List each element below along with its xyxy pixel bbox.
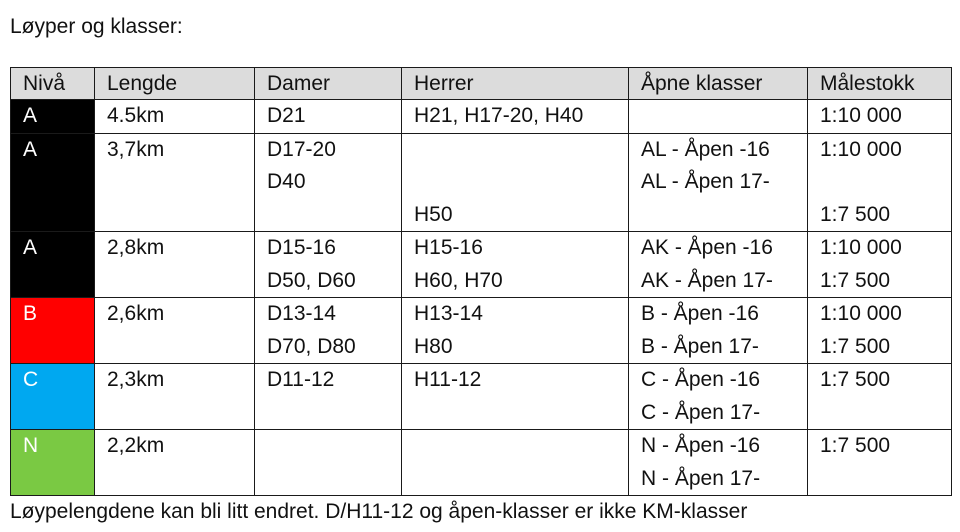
open-class-cell-line: AK - Åpen 17- bbox=[641, 268, 773, 292]
open-class-cell-line bbox=[641, 100, 807, 133]
scale-cell-line: 1:7 500 bbox=[820, 334, 891, 358]
open-class-cell-line: B - Åpen 17- bbox=[641, 334, 759, 358]
scale-cell bbox=[808, 364, 952, 430]
men-cell bbox=[402, 430, 629, 496]
men-cell bbox=[402, 364, 629, 430]
scale-cell bbox=[808, 232, 952, 298]
length-cell-line: 2,6km bbox=[107, 302, 165, 325]
length-cell-line bbox=[107, 265, 254, 298]
men-cell-line: H15-16 bbox=[414, 236, 483, 259]
women-cell-line: D21 bbox=[267, 104, 306, 127]
women-cell bbox=[255, 232, 402, 298]
table-header-row bbox=[11, 68, 952, 100]
length-cell bbox=[95, 232, 255, 298]
length-cell-line bbox=[107, 199, 254, 232]
table-body bbox=[11, 100, 952, 496]
column-header-length: Lengde bbox=[95, 68, 255, 100]
table-row bbox=[11, 364, 952, 430]
length-cell-line bbox=[107, 463, 254, 496]
women-cell-line: D11-12 bbox=[267, 368, 335, 391]
women-cell-line bbox=[267, 430, 401, 463]
men-cell-line: H50 bbox=[414, 202, 453, 226]
women-cell bbox=[255, 298, 402, 364]
men-cell-line bbox=[414, 134, 628, 167]
scale-cell-line: 1:10 000 bbox=[820, 137, 902, 161]
length-cell-line: 3,7km bbox=[107, 137, 165, 161]
men-cell-line bbox=[414, 397, 628, 430]
open-class-cell bbox=[629, 133, 808, 232]
scale-cell-line: 1:10 000 bbox=[820, 104, 902, 127]
women-cell-line bbox=[267, 463, 401, 496]
table-row bbox=[11, 100, 952, 134]
length-cell-line: 4.5km bbox=[107, 104, 165, 127]
courses-table bbox=[10, 67, 952, 496]
open-class-cell-line bbox=[641, 199, 807, 232]
length-cell bbox=[95, 298, 255, 364]
women-cell-line: D70, D80 bbox=[267, 334, 356, 358]
table-row bbox=[11, 133, 952, 232]
scale-cell-line: 1:7 500 bbox=[820, 268, 891, 292]
open-class-cell-line: AL - Åpen 17- bbox=[641, 170, 770, 193]
open-class-cell bbox=[629, 100, 808, 134]
women-cell-line bbox=[267, 199, 401, 232]
women-cell-line: D13-14 bbox=[267, 302, 336, 325]
open-class-cell-line: C - Åpen 17- bbox=[641, 400, 761, 424]
women-cell-line: D15-16 bbox=[267, 236, 336, 259]
column-header-open-classes: Åpne klasser bbox=[629, 68, 808, 100]
scale-cell bbox=[808, 133, 952, 232]
footnote: Løypelengdene kan bli litt endret. D/H11-12 og åpen-klasser er ikke KM-klasser bbox=[10, 500, 748, 523]
open-class-cell bbox=[629, 232, 808, 298]
column-header-women: Damer bbox=[255, 68, 402, 100]
men-cell bbox=[402, 298, 629, 364]
table-row bbox=[11, 430, 952, 496]
column-header-men: Herrer bbox=[402, 68, 629, 100]
length-cell bbox=[95, 364, 255, 430]
table-row bbox=[11, 298, 952, 364]
men-cell-line: H13-14 bbox=[414, 302, 483, 325]
scale-cell-line bbox=[820, 166, 951, 199]
open-class-cell-line: B - Åpen -16 bbox=[641, 302, 759, 325]
men-cell bbox=[402, 100, 629, 134]
women-cell-line: D40 bbox=[267, 170, 306, 193]
men-cell-line bbox=[414, 166, 628, 199]
length-cell bbox=[95, 100, 255, 134]
scale-cell bbox=[808, 298, 952, 364]
length-cell-line: 2,2km bbox=[107, 434, 165, 457]
women-cell bbox=[255, 364, 402, 430]
scale-cell-line: 1:7 500 bbox=[820, 202, 891, 226]
table-row bbox=[11, 232, 952, 298]
length-cell bbox=[95, 133, 255, 232]
open-class-cell bbox=[629, 430, 808, 496]
open-class-cell-line: N - Åpen 17- bbox=[641, 466, 761, 490]
women-cell-line: D17-20 bbox=[267, 137, 336, 161]
men-cell-line: H11-12 bbox=[414, 368, 482, 391]
page-heading: Løyper og klasser: bbox=[10, 15, 183, 38]
men-cell-line bbox=[414, 430, 628, 463]
open-class-cell-line: N - Åpen -16 bbox=[641, 434, 761, 457]
scale-cell-line bbox=[820, 463, 951, 496]
women-cell bbox=[255, 133, 402, 232]
level-cell: A bbox=[11, 100, 95, 134]
women-cell bbox=[255, 430, 402, 496]
level-cell: B bbox=[11, 298, 95, 364]
level-cell: A bbox=[11, 232, 95, 298]
scale-cell-line bbox=[820, 397, 951, 430]
open-class-cell-line: AK - Åpen -16 bbox=[641, 236, 773, 259]
length-cell bbox=[95, 430, 255, 496]
open-class-cell-line: AL - Åpen -16 bbox=[641, 137, 770, 161]
level-cell: C bbox=[11, 364, 95, 430]
length-cell-line bbox=[107, 166, 254, 199]
men-cell-line: H80 bbox=[414, 334, 453, 358]
men-cell-line: H60, H70 bbox=[414, 268, 503, 292]
women-cell-line: D50, D60 bbox=[267, 268, 356, 292]
open-class-cell-line: C - Åpen -16 bbox=[641, 368, 761, 391]
scale-cell-line: 1:7 500 bbox=[820, 368, 891, 391]
men-cell-line bbox=[414, 463, 628, 496]
column-header-scale: Målestokk bbox=[808, 68, 952, 100]
length-cell-line: 2,3km bbox=[107, 368, 165, 391]
scale-cell bbox=[808, 100, 952, 134]
women-cell bbox=[255, 100, 402, 134]
women-cell-line bbox=[267, 397, 401, 430]
length-cell-line: 2,8km bbox=[107, 236, 165, 259]
scale-cell-line: 1:10 000 bbox=[820, 302, 902, 325]
open-class-cell bbox=[629, 298, 808, 364]
scale-cell-line: 1:10 000 bbox=[820, 236, 902, 259]
column-header-level: Nivå bbox=[11, 68, 95, 100]
men-cell bbox=[402, 133, 629, 232]
open-class-cell bbox=[629, 364, 808, 430]
level-cell: A bbox=[11, 133, 95, 232]
level-cell: N bbox=[11, 430, 95, 496]
length-cell-line bbox=[107, 331, 254, 364]
length-cell-line bbox=[107, 397, 254, 430]
men-cell-line: H21, H17-20, H40 bbox=[414, 104, 584, 127]
scale-cell bbox=[808, 430, 952, 496]
scale-cell-line: 1:7 500 bbox=[820, 434, 891, 457]
men-cell bbox=[402, 232, 629, 298]
